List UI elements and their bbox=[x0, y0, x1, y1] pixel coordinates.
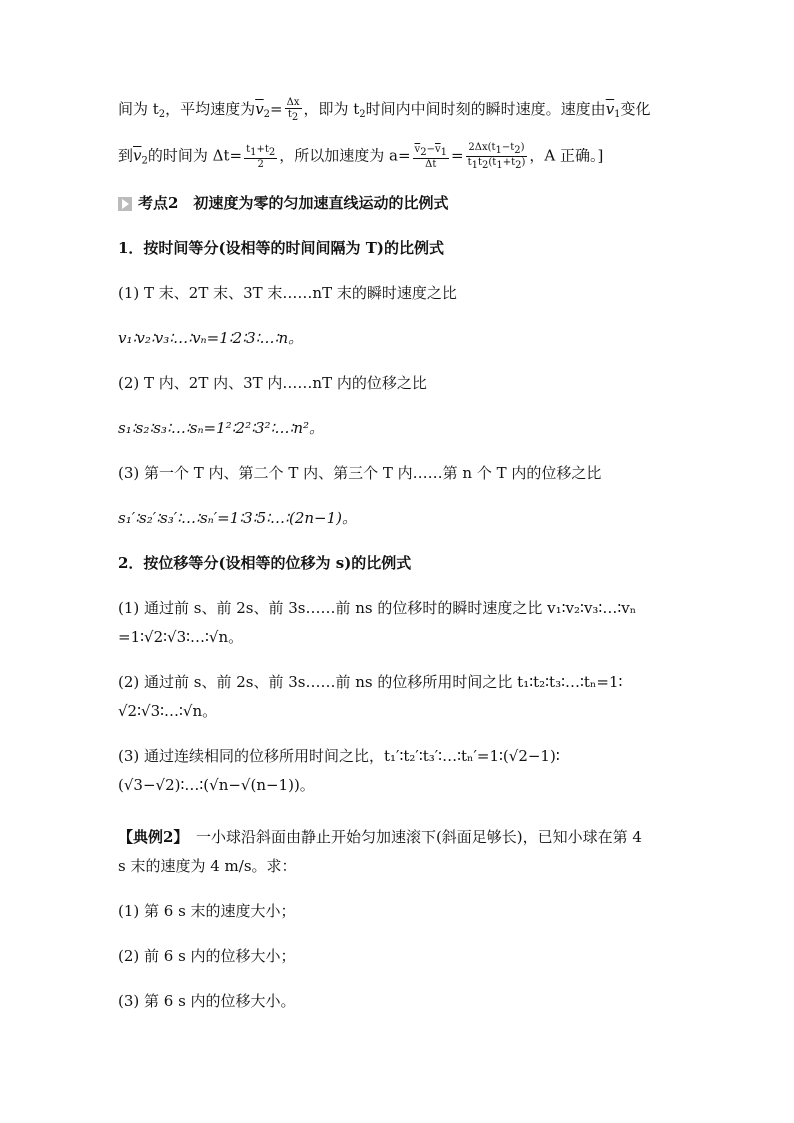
example-q2: (2) 前 6 s 内的位移大小； bbox=[118, 947, 296, 965]
example-text: 一小球沿斜面由静止开始匀加速滚下(斜面足够长)，已知小球在第 4 bbox=[180, 828, 642, 846]
section-heading bbox=[118, 192, 698, 214]
intro-text: 变化 bbox=[620, 100, 651, 118]
fraction: $\frac{\Delta x}{t_2}$ bbox=[286, 97, 300, 123]
sec1-p3: (3) 第一个 T 内、第二个 T 内、第三个 T 内……第 n 个 T 内的位移之比 bbox=[118, 464, 602, 482]
sec1-title: 1．按时间等分(设相等的时间间隔为 T)的比例式 bbox=[118, 239, 445, 257]
sec2-p3-a: (3) 通过连续相同的位移所用时间之比，t₁′∶t₂′∶t₃′∶…∶tₙ′=1∶(√2−1)∶ bbox=[118, 747, 560, 765]
sec2-title: 2．按位移等分(设相等的位移为 s)的比例式 bbox=[118, 554, 412, 572]
fraction: $\frac{2\Delta x(t_1-t_2)}{t_1t_2(t_1+t_2)}$ bbox=[467, 142, 526, 171]
example-q1: (1) 第 6 s 末的速度大小； bbox=[118, 902, 296, 920]
triangle-marker-icon bbox=[118, 197, 132, 211]
example-line-2: s 末的速度为 4 m/s。求： bbox=[118, 857, 297, 875]
intro-text: ，A 正确。] bbox=[529, 146, 604, 165]
fraction: $\frac{\overline{v}_2-\overline{v}_1}{\Delta t}$ bbox=[414, 143, 447, 170]
intro-text: 的时间为 Δt= bbox=[147, 146, 243, 165]
example-q3: (3) 第 6 s 内的位移大小。 bbox=[118, 992, 296, 1010]
intro-text: 时间内中间时刻的瞬时速度。速度由 bbox=[365, 100, 606, 118]
example-label: 【典例2】 bbox=[118, 828, 181, 846]
intro-text: ，平均速度为 bbox=[165, 100, 256, 118]
sec1-p1-formula: v₁∶v₂∶v₃∶…∶vₙ=1∶2∶3∶…∶n。 bbox=[118, 329, 304, 347]
sec2-p1-a: (1) 通过前 s、前 2s、前 3s……前 ns 的位移时的瞬时速度之比 v₁∶v₂∶v₃∶…∶vₙ bbox=[118, 599, 637, 617]
intro-line-1: 间为 $t_2$，平均速度为$\overline{v}_2=$ $\frac{\Delta x}{t_2}$ ，即为 $t_2$时间内中间时刻的瞬时速度。速度由$\overline{v}_1$变化 bbox=[118, 97, 651, 123]
example-line-1 bbox=[118, 826, 698, 848]
fraction: $\frac{t_1+t_2}{2}$ bbox=[246, 143, 276, 170]
heading-text: 考点2 初速度为零的匀加速直线运动的比例式 bbox=[138, 194, 449, 212]
sec2-p2-b: √2∶√3∶…∶√n。 bbox=[118, 702, 218, 720]
intro-text: 间为 t bbox=[118, 100, 159, 118]
sec2-p1-b: =1∶√2∶√3∶…∶√n。 bbox=[118, 628, 244, 646]
sec1-p2-formula: s₁∶s₂∶s₃∶…∶sₙ=1²∶2²∶3²∶…∶n²。 bbox=[118, 419, 325, 437]
sec2-p2-a: (2) 通过前 s、前 2s、前 3s……前 ns 的位移所用时间之比 t₁∶t₂∶t₃∶…∶tₙ=1∶ bbox=[118, 673, 623, 691]
sec1-p2: (2) T 内、2T 内、3T 内……nT 内的位移之比 bbox=[118, 374, 427, 392]
sec1-p1: (1) T 末、2T 末、3T 末……nT 末的瞬时速度之比 bbox=[118, 284, 457, 302]
sec1-p3-formula: s₁′∶s₂′∶s₃′∶…∶sₙ′=1∶3∶5∶…∶(2n−1)。 bbox=[118, 509, 357, 527]
sec2-p3-b: (√3−√2)∶…∶(√n−√(n−1))。 bbox=[118, 776, 315, 794]
intro-text: ，所以加速度为 a= bbox=[279, 146, 411, 165]
intro-text: 到 bbox=[118, 146, 134, 165]
intro-line-2: 到$\overline{v}_2$的时间为 Δt= $\frac{t_1+t_2}{2}$ ，所以加速度为 a= $\frac{\overline{v}_2-\overline{v}_1}{\Delta t}$ = $\frac{2\Delta x(t_1-t_2)}{t_1t_2(t_1+t_2)}$ ，A 正确。] bbox=[118, 142, 604, 171]
intro-text: ，即为 t bbox=[303, 100, 360, 118]
